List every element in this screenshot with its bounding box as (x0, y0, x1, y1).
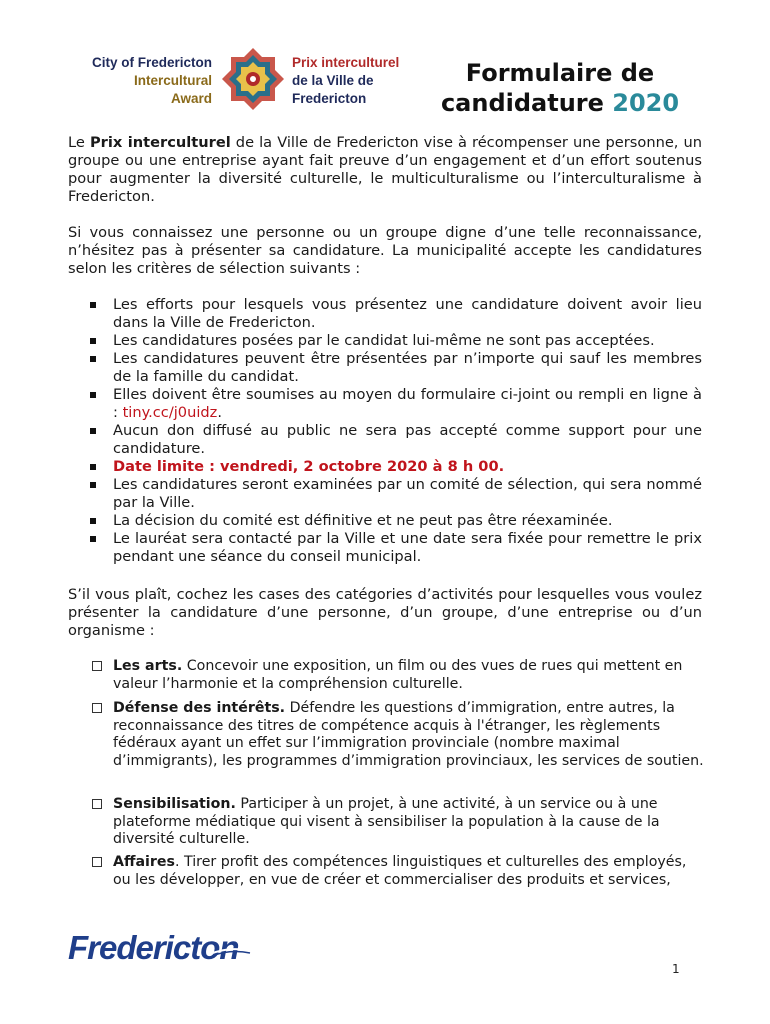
deadline-item (68, 458, 702, 476)
list-item (68, 332, 702, 350)
square-bullet-icon (90, 338, 96, 344)
list-item (68, 476, 702, 512)
rule-text: Les candidatures peuvent être présentées par n’importe qui sauf les membres de la famille du candidat. (113, 350, 702, 385)
category-title: Les arts. (113, 658, 183, 674)
category-title: Sensibilisation. (113, 796, 236, 812)
intro-paragraph-2: Si vous connaissez une personne ou un groupe digne d’une telle reconnaissance, n’hésitez pas à présenter sa candidature. La municipalité accepte les candidatures selon les critères de sélection suivants : (68, 224, 702, 277)
list-item (68, 296, 702, 332)
form-title-line1: Formulaire de (465, 59, 655, 87)
category-business (92, 854, 704, 889)
form-title-year: 2020 (612, 89, 680, 117)
intro-p1-post: de la Ville de Fredericton vise à récompenser une personne, un groupe ou une entreprise ayant fait preuve d’un engagement et d’un effort soutenus pour augmenter la diversité culturelle, le multiculturalisme ou l’interculturalisme à Fredericton. (68, 134, 703, 205)
square-bullet-icon (90, 518, 96, 524)
award-fr-line1: Prix interculturel (292, 55, 400, 70)
rule-text: Elles doivent être soumises au moyen du formulaire ci-joint ou rempli en ligne à : (113, 386, 702, 421)
selection-criteria-list (68, 296, 702, 566)
category-text: Participer à un projet, à une activité, à un service ou à une plateforme médiatique qui visent à sensibiliser la population à la cause de la diversité culturelle. (113, 796, 660, 847)
rule-text: Les efforts pour lesquels vous présentez une candidature doivent avoir lieu dans la Ville de Fredericton. (113, 296, 702, 331)
square-bullet-icon (90, 536, 96, 542)
intro-p1-bold: Prix interculturel (89, 134, 231, 151)
category-advocacy-checkbox[interactable] (92, 703, 102, 713)
category-advocacy (92, 700, 704, 770)
list-item (68, 530, 702, 566)
rule-text: Le lauréat sera contacté par la Ville et une date sera fixée pour remettre le prix pendant une séance du conseil municipal. (113, 530, 702, 565)
award-name-french (292, 54, 432, 108)
intercultural-emblem-icon (220, 46, 286, 112)
category-business-checkbox[interactable] (92, 857, 102, 867)
category-arts-checkbox[interactable] (92, 661, 102, 671)
rule-text-end: . (217, 404, 222, 421)
award-name-english (62, 54, 212, 108)
category-text: Défendre les questions d’immigration, entre autres, la reconnaissance des titres de compétence acquis à l'étranger, les règlements fédéraux ayant un effet sur l’immigration provinciale (nombre maximal d’immigrants), les programmes d’immigration provinciaux, les services de soutien. (113, 700, 704, 769)
form-title-line2: candidature (440, 89, 604, 117)
list-item (68, 386, 702, 422)
award-fr-line2: de la Ville de (292, 73, 374, 88)
rule-text: La décision du comité est définitive et ne peut pas être réexaminée. (113, 512, 613, 529)
deadline-text: Date limite : vendredi, 2 octobre 2020 à 8 h 00. (113, 458, 505, 475)
rule-text: Les candidatures posées par le candidat lui-même ne sont pas acceptées. (113, 332, 655, 349)
square-bullet-icon (90, 482, 96, 488)
square-bullet-icon (90, 428, 96, 434)
category-title: Défense des intérêts. (113, 700, 286, 716)
category-text: Concevoir une exposition, un film ou des vues de rues qui mettent en valeur l’harmonie et la compréhension culturelle. (113, 658, 683, 692)
page-number: 1 (672, 962, 680, 976)
list-item (68, 512, 702, 530)
fredericton-logo (68, 928, 258, 968)
award-fr-line3: Fredericton (292, 91, 367, 106)
category-awareness-checkbox[interactable] (92, 799, 102, 809)
categories-intro: S’il vous plaît, cochez les cases des catégories d’activités pour lesquelles vous voulez présenter la candidature d’une personne, d’un groupe, d’une entreprise ou d’un organisme : (68, 586, 702, 639)
logo-swoosh-icon (208, 946, 252, 958)
award-en-line2: Intercultural (133, 73, 212, 88)
category-arts (92, 658, 704, 693)
square-bullet-icon (90, 392, 96, 398)
square-bullet-icon (90, 356, 96, 362)
intro-p1-pre: Le (68, 134, 90, 151)
form-title (430, 58, 690, 118)
list-item (68, 422, 702, 458)
category-awareness (92, 796, 704, 849)
award-en-line3: Award (170, 91, 212, 106)
category-text: . Tirer profit des compétences linguistiques et culturelles des employés, ou les développer, en vue de créer et commercialiser des produits et services, (113, 854, 687, 888)
rule-text: Aucun don diffusé au public ne sera pas accepté comme support pour une candidature. (113, 422, 702, 457)
online-form-link[interactable]: tiny.cc/j0uidz (122, 404, 218, 421)
fredericton-logo-text: Fredericton (68, 929, 239, 966)
category-title: Affaires (113, 854, 175, 870)
square-bullet-icon (90, 464, 96, 470)
rule-text: Les candidatures seront examinées par un comité de sélection, qui sera nommé par la Ville. (113, 476, 702, 511)
award-en-line1: City of Fredericton (91, 55, 212, 70)
list-item (68, 350, 702, 386)
intro-paragraph-1 (68, 134, 702, 206)
square-bullet-icon (90, 302, 96, 308)
